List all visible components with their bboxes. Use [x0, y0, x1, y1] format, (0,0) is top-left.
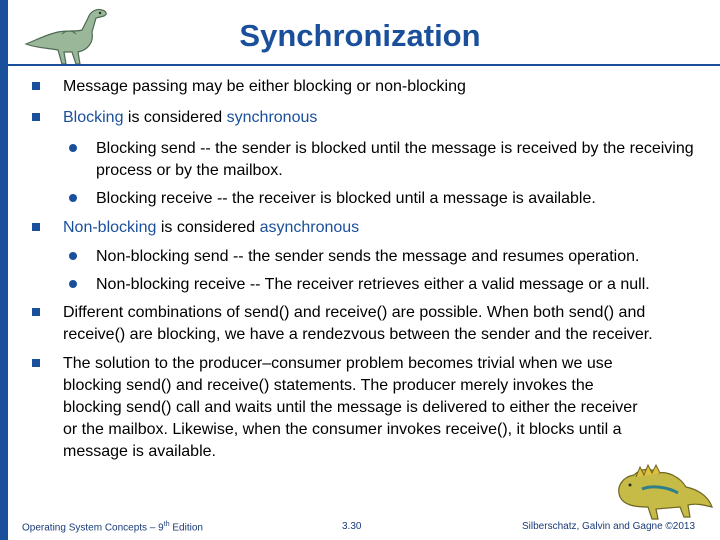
bullet-term: Non-blocking send: [96, 248, 229, 265]
bullet-term: Non-blocking receive: [96, 276, 246, 293]
slide-content: [32, 76, 698, 463]
sidebar-bar: [0, 0, 8, 540]
square-bullet-icon: [32, 308, 40, 316]
bullet-text: Message passing may be either blocking or non-blocking: [63, 78, 466, 95]
footer-page-number: 3.30: [342, 521, 362, 532]
list-item: [32, 217, 698, 239]
bullet-term: synchronous: [226, 109, 318, 126]
footer-book-sup: th: [163, 521, 170, 528]
list-item: [32, 107, 698, 129]
bullet-term: Blocking receive: [96, 190, 213, 207]
bullet-text: The solution to the producer–consumer problem becomes trivial when we use blocking send() and receive() statements. The producer merely invokes the blocking send() call and waits until the message is delivered to either the receiver or the mailbox. Likewise, when the consumer invokes receive(), it blocks until a message is available.: [63, 355, 638, 460]
square-bullet-icon: [32, 82, 40, 90]
round-bullet-icon: [69, 252, 77, 260]
bullet-text: -- the receiver is blocked until a message is available.: [212, 190, 596, 207]
round-bullet-icon: [69, 194, 77, 202]
list-item: [32, 138, 698, 182]
bullet-term: asynchronous: [259, 219, 360, 236]
footer-book-prefix: Operating System Concepts – 9: [22, 522, 164, 534]
footer-book-suffix: Edition: [169, 522, 203, 534]
list-item: [32, 76, 698, 98]
square-bullet-icon: [32, 359, 40, 367]
square-bullet-icon: [32, 223, 40, 231]
bullet-text: -- the sender is blocked until the message is received by the receiving process or by the mailbox.: [96, 140, 694, 179]
bullet-term: Blocking send: [96, 140, 196, 157]
list-item: [32, 302, 698, 346]
round-bullet-icon: [69, 280, 77, 288]
list-item: [32, 353, 698, 463]
bullet-text: is considered: [156, 219, 260, 236]
bullet-text: -- the sender sends the message and resumes operation.: [228, 248, 640, 265]
list-item: [32, 246, 698, 268]
bullet-text: -- The receiver retrieves either a valid message or a null.: [245, 276, 650, 293]
dinosaur-icon: [612, 455, 714, 521]
square-bullet-icon: [32, 113, 40, 121]
list-item: [32, 188, 698, 210]
list-item: [32, 274, 698, 296]
dinosaur-icon: [22, 4, 114, 68]
bullet-text: is considered: [123, 109, 227, 126]
round-bullet-icon: [69, 144, 77, 152]
bullet-term: Blocking: [63, 109, 124, 126]
bullet-term: Non-blocking: [63, 219, 157, 236]
page-title: Synchronization: [239, 18, 481, 53]
footer-authors: Silberschatz, Galvin and Gagne ©2013: [522, 521, 696, 532]
bullet-text: Different combinations of send() and receive() are possible. When both send() and receive() are blocking, we have a rendezvous between the sender and the receiver.: [63, 304, 653, 343]
footer-book-title: [22, 521, 203, 533]
title-divider: [8, 64, 720, 66]
